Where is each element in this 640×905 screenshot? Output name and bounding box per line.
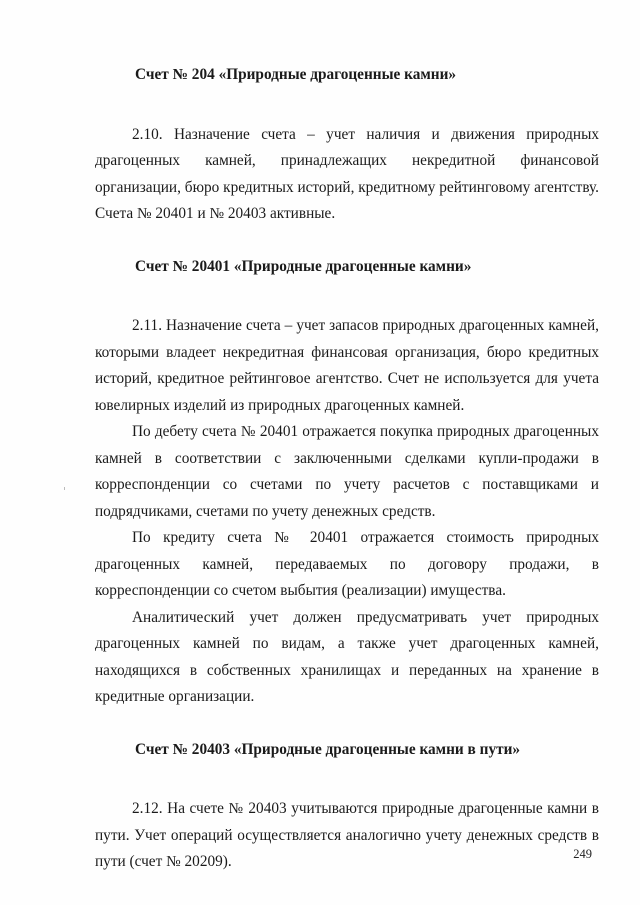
paragraph: 2.12. На счете № 20403 учитываются природные драгоценные камни в пути. Учет операций осуществляется аналогично учету денежных средств в пути (счет № 20209). bbox=[95, 800, 599, 870]
paragraph: 2.11. Назначение счета – учет запасов природных драгоценных камней, которыми владеет некредитная финансовая организация, бюро кредитных историй, кредитное рейтинговое агентство. Счет не используется для учета ювелирных изделий из природных драгоценных камней. bbox=[95, 317, 599, 414]
paragraph: Аналитический учет должен предусматривать учет природных драгоценных камней по видам, а также учет драгоценных камней, находящихся в собственных хранилищах и переданных на хранение в кредитные организации. bbox=[95, 608, 599, 705]
paragraph: По кредиту счета № 20401 отражается стоимость природных драгоценных камней, передаваемых по договору продажи, в корреспонденции со счетом выбытия (реализации) имущества. bbox=[95, 529, 599, 599]
section-heading: Счет № 204 «Природные драгоценные камни» bbox=[135, 66, 457, 83]
page-number: 249 bbox=[573, 847, 592, 861]
section-heading: Счет № 20403 «Природные драгоценные камни в пути» bbox=[135, 740, 521, 758]
document-body bbox=[95, 62, 599, 876]
section-heading: Счет № 20401 «Природные драгоценные камни» bbox=[135, 257, 472, 275]
paragraph: 2.10. Назначение счета – учет наличия и движения природных драгоценных камней, принадлежащих некредитной финансовой организации, бюро кредитных историй, кредитному рейтинговому агентству. Счета № 20401 и № 20403 активные. bbox=[95, 125, 599, 222]
paragraph: По дебету счета № 20401 отражается покупка природных драгоценных камней в соответствии с заключенными сделками купли-продажи в корреспонденции со счетами по учету расчетов с поставщиками и подрядчиками, счетами по учету денежных средств. bbox=[95, 423, 599, 520]
scan-artifact bbox=[64, 487, 65, 490]
